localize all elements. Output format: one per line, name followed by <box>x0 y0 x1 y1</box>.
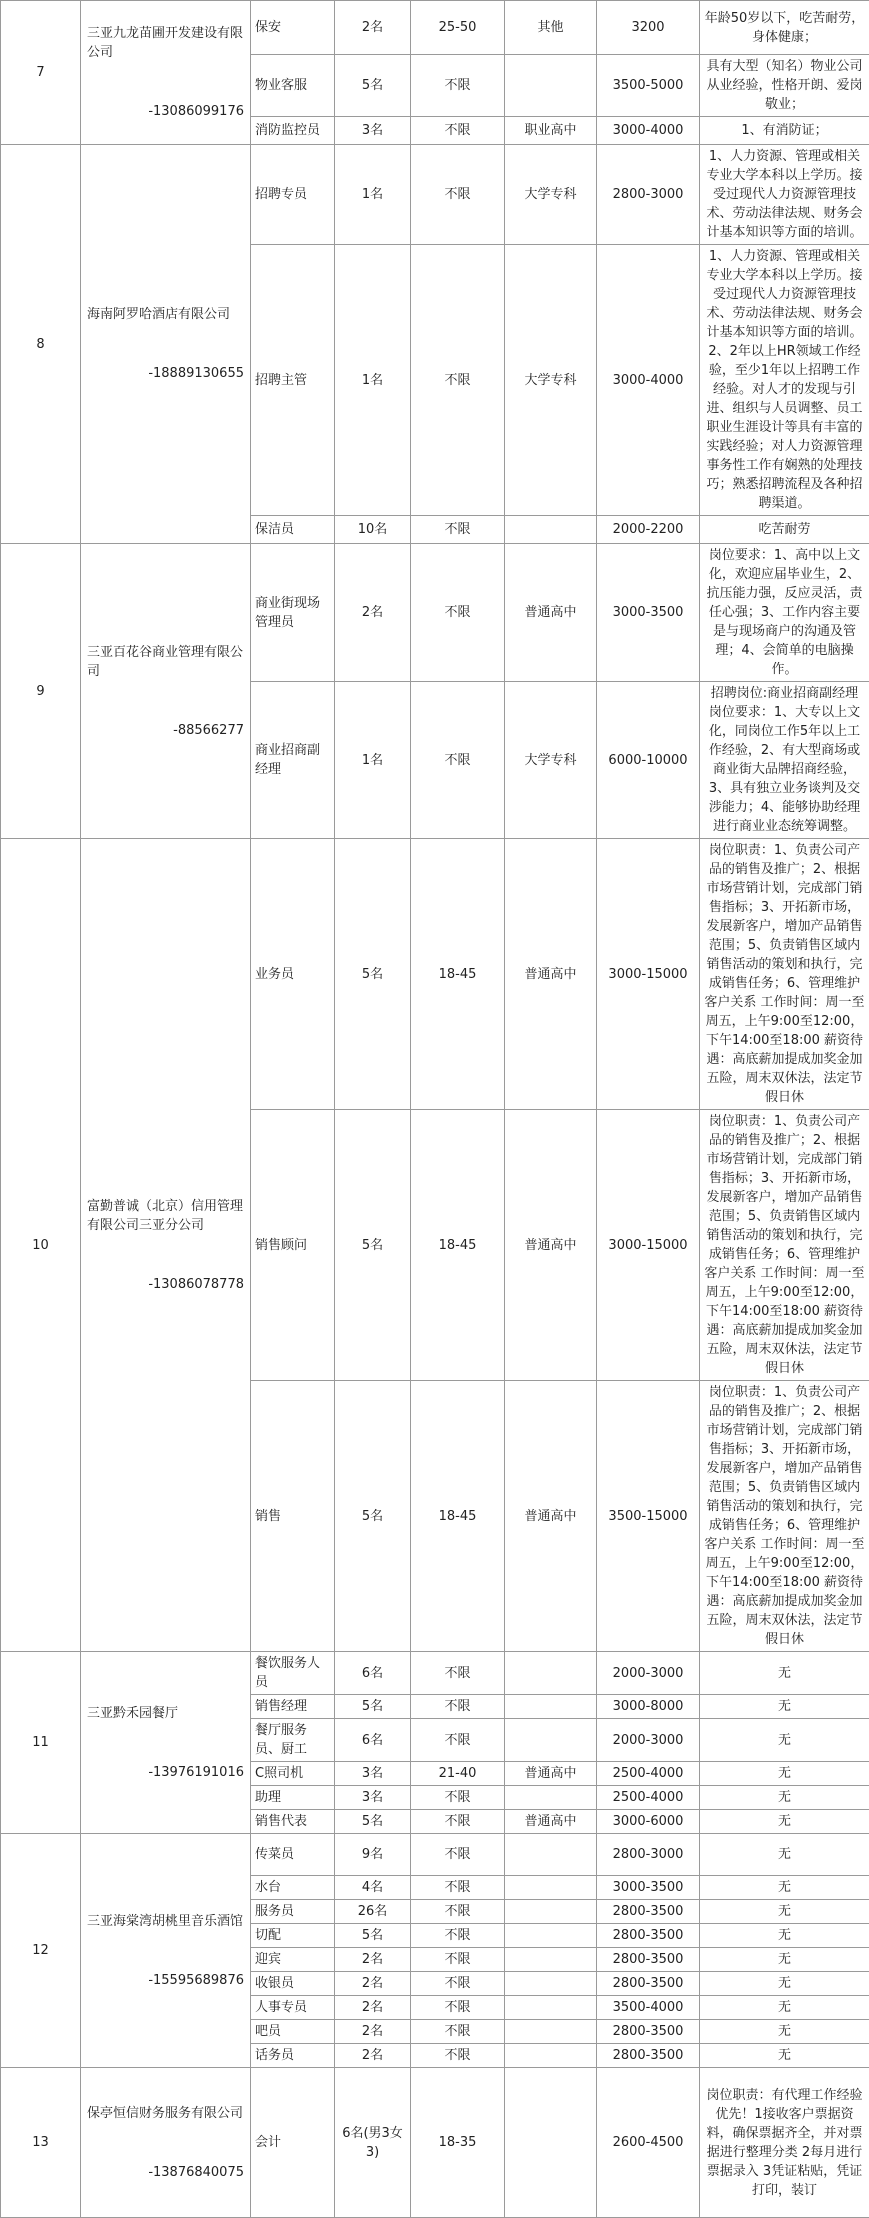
salary: 3200 <box>597 1 700 55</box>
salary: 3500-5000 <box>597 55 700 117</box>
group-number: 11 <box>1 1652 81 1834</box>
education: 普通高中 <box>505 544 597 682</box>
salary: 2800-3000 <box>597 145 700 245</box>
salary: 3000-15000 <box>597 839 700 1110</box>
position-title: 招聘专员 <box>251 145 335 245</box>
headcount: 3名 <box>335 117 411 145</box>
salary: 2000-2200 <box>597 516 700 544</box>
education: 其他 <box>505 1 597 55</box>
salary: 3000-8000 <box>597 1695 700 1719</box>
age-range: 不限 <box>411 245 505 516</box>
position-title: 切配 <box>251 1924 335 1948</box>
salary: 3000-3500 <box>597 544 700 682</box>
position-title: 商业街现场管理员 <box>251 544 335 682</box>
requirements: 具有大型（知名）物业公司从业经验，性格开朗、爱岗敬业； <box>700 55 869 117</box>
requirements: 1、有消防证； <box>700 117 869 145</box>
salary: 2800-3000 <box>597 1834 700 1876</box>
requirements: 无 <box>700 1972 869 1996</box>
age-range: 不限 <box>411 1834 505 1876</box>
requirements: 1、人力资源、管理或相关专业大学本科以上学历。接受过现代人力资源管理技术、劳动法律法规、财务会计基本知识等方面的培训。 <box>700 145 869 245</box>
company-phone: -18889130655 <box>87 364 244 383</box>
age-range: 不限 <box>411 55 505 117</box>
education <box>505 1948 597 1972</box>
headcount: 5名 <box>335 1924 411 1948</box>
table-row <box>1 839 869 1110</box>
headcount: 10名 <box>335 516 411 544</box>
requirements: 招聘岗位:商业招商副经理 岗位要求：1、大专以上文化，同岗位工作5年以上工作经验，2、有大型商场或商业街大品牌招商经验，3、具有独立业务谈判及交涉能力；4、能够协助经理进行商业业态统筹调整。 <box>700 682 869 839</box>
salary: 2000-3000 <box>597 1652 700 1695</box>
position-title: 水台 <box>251 1876 335 1900</box>
education <box>505 1719 597 1762</box>
position-title: 人事专员 <box>251 1996 335 2020</box>
age-range: 18-45 <box>411 1381 505 1652</box>
requirements: 1、人力资源、管理或相关专业大学本科以上学历。接受过现代人力资源管理技术、劳动法律法规、财务会计基本知识等方面的培训。2、2年以上HR领域工作经验，至少1年以上招聘工作经验。对人才的发现与引进、组织与人员调整、员工职业生涯设计等具有丰富的实践经验；对人力资源管理事务性工作有娴熟的处理技巧；熟悉招聘流程及各种招聘渠道。 <box>700 245 869 516</box>
education <box>505 1900 597 1924</box>
position-title: 餐饮服务人员 <box>251 1652 335 1695</box>
age-range: 不限 <box>411 2020 505 2044</box>
position-title: 销售代表 <box>251 1810 335 1834</box>
position-title: 服务员 <box>251 1900 335 1924</box>
requirements: 无 <box>700 1652 869 1695</box>
headcount: 6名 <box>335 1719 411 1762</box>
position-title: 销售顾问 <box>251 1110 335 1381</box>
group-number: 12 <box>1 1834 81 2068</box>
salary: 2800-3500 <box>597 2044 700 2068</box>
requirements: 岗位要求：1、高中以上文化，欢迎应届毕业生，2、抗压能力强，反应灵活，责任心强；3、工作内容主要是与现场商户的沟通及管理；4、会简单的电脑操作。 <box>700 544 869 682</box>
company-phone: -13086099176 <box>87 102 244 121</box>
group-number: 7 <box>1 1 81 145</box>
position-title: 招聘主管 <box>251 245 335 516</box>
age-range: 不限 <box>411 516 505 544</box>
requirements: 无 <box>700 1876 869 1900</box>
education <box>505 1652 597 1695</box>
headcount: 3名 <box>335 1762 411 1786</box>
requirements: 无 <box>700 1695 869 1719</box>
group-number: 13 <box>1 2068 81 2218</box>
requirements: 年龄50岁以下，吃苦耐劳，身体健康； <box>700 1 869 55</box>
education <box>505 1924 597 1948</box>
requirements: 吃苦耐劳 <box>700 516 869 544</box>
position-title: C照司机 <box>251 1762 335 1786</box>
education <box>505 55 597 117</box>
salary: 3500-15000 <box>597 1381 700 1652</box>
headcount: 6名 <box>335 1652 411 1695</box>
salary: 2800-3500 <box>597 1948 700 1972</box>
age-range: 不限 <box>411 1924 505 1948</box>
position-title: 传菜员 <box>251 1834 335 1876</box>
age-range: 21-40 <box>411 1762 505 1786</box>
education: 普通高中 <box>505 1762 597 1786</box>
headcount: 5名 <box>335 1110 411 1381</box>
company-phone: -13876840075 <box>87 2163 244 2182</box>
company-name: 三亚海棠湾胡桃里音乐酒馆 <box>87 1912 244 1931</box>
age-range: 不限 <box>411 1695 505 1719</box>
salary: 6000-10000 <box>597 682 700 839</box>
requirements: 岗位职责：1、负责公司产品的销售及推广；2、根据市场营销计划，完成部门销售指标；3、开拓新市场，发展新客户，增加产品销售范围；5、负责销售区域内销售活动的策划和执行，完成销售任务；6、管理维护客户关系 工作时间：周一至周五，上午9:00至12:00，下午14:00至18:00 薪资待遇：高底薪加提成加奖金加五险，周末双休法，法定节假日休 <box>700 839 869 1110</box>
salary: 2000-3000 <box>597 1719 700 1762</box>
salary: 2800-3500 <box>597 1924 700 1948</box>
age-range: 不限 <box>411 117 505 145</box>
salary: 2800-3500 <box>597 1900 700 1924</box>
company-cell <box>81 1834 251 2068</box>
company-cell <box>81 544 251 839</box>
requirements: 无 <box>700 2044 869 2068</box>
salary: 2800-3500 <box>597 2020 700 2044</box>
education: 普通高中 <box>505 1810 597 1834</box>
headcount: 3名 <box>335 1786 411 1810</box>
education <box>505 1695 597 1719</box>
salary: 3000-6000 <box>597 1810 700 1834</box>
company-name: 海南阿罗哈酒店有限公司 <box>87 305 244 324</box>
group-number: 9 <box>1 544 81 839</box>
headcount: 5名 <box>335 839 411 1110</box>
company-phone: -13086078778 <box>87 1275 244 1294</box>
education: 普通高中 <box>505 839 597 1110</box>
education <box>505 1996 597 2020</box>
position-title: 商业招商副经理 <box>251 682 335 839</box>
headcount: 2名 <box>335 1972 411 1996</box>
position-title: 助理 <box>251 1786 335 1810</box>
position-title: 会计 <box>251 2068 335 2218</box>
salary: 3000-15000 <box>597 1110 700 1381</box>
salary: 2500-4000 <box>597 1786 700 1810</box>
headcount: 9名 <box>335 1834 411 1876</box>
position-title: 餐厅服务员、厨工 <box>251 1719 335 1762</box>
requirements: 无 <box>700 1762 869 1786</box>
position-title: 业务员 <box>251 839 335 1110</box>
requirements: 无 <box>700 1924 869 1948</box>
table-row <box>1 2068 869 2218</box>
company-phone: -15595689876 <box>87 1971 244 1990</box>
headcount: 5名 <box>335 1381 411 1652</box>
salary: 2800-3500 <box>597 1972 700 1996</box>
table-row <box>1 1834 869 1876</box>
company-phone: -13976191016 <box>87 1763 244 1782</box>
company-name: 三亚九龙苗圃开发建设有限公司 <box>87 24 244 62</box>
requirements: 岗位职责：1、负责公司产品的销售及推广；2、根据市场营销计划，完成部门销售指标；3、开拓新市场，发展新客户，增加产品销售范围；5、负责销售区域内销售活动的策划和执行，完成销售任务；6、管理维护客户关系 工作时间：周一至周五，上午9:00至12:00，下午14:00至18:00 薪资待遇：高底薪加提成加奖金加五险，周末双休法，法定节假日休 <box>700 1110 869 1381</box>
age-range: 不限 <box>411 1652 505 1695</box>
salary: 3000-4000 <box>597 117 700 145</box>
headcount: 2名 <box>335 1948 411 1972</box>
requirements: 无 <box>700 2020 869 2044</box>
requirements: 无 <box>700 1834 869 1876</box>
table-row <box>1 1652 869 1695</box>
salary: 2500-4000 <box>597 1762 700 1786</box>
position-title: 迎宾 <box>251 1948 335 1972</box>
headcount: 5名 <box>335 1810 411 1834</box>
age-range: 不限 <box>411 1786 505 1810</box>
headcount: 4名 <box>335 1876 411 1900</box>
headcount: 2名 <box>335 2044 411 2068</box>
position-title: 物业客服 <box>251 55 335 117</box>
company-name: 富勤普诚（北京）信用管理有限公司三亚分公司 <box>87 1197 244 1235</box>
age-range: 不限 <box>411 682 505 839</box>
education <box>505 2068 597 2218</box>
company-phone: -88566277 <box>87 721 244 740</box>
age-range: 不限 <box>411 1719 505 1762</box>
headcount: 1名 <box>335 682 411 839</box>
education <box>505 1972 597 1996</box>
education: 职业高中 <box>505 117 597 145</box>
position-title: 保安 <box>251 1 335 55</box>
education <box>505 516 597 544</box>
headcount: 1名 <box>335 145 411 245</box>
company-cell <box>81 1 251 145</box>
group-number: 10 <box>1 839 81 1652</box>
salary: 3500-4000 <box>597 1996 700 2020</box>
education: 大学专科 <box>505 245 597 516</box>
company-name: 保亭恒信财务服务有限公司 <box>87 2104 244 2123</box>
group-number: 8 <box>1 145 81 544</box>
company-cell <box>81 1652 251 1834</box>
age-range: 不限 <box>411 1876 505 1900</box>
requirements: 无 <box>700 1786 869 1810</box>
position-title: 保洁员 <box>251 516 335 544</box>
table-row <box>1 544 869 682</box>
age-range: 18-35 <box>411 2068 505 2218</box>
requirements: 无 <box>700 1996 869 2020</box>
requirements: 无 <box>700 1900 869 1924</box>
headcount: 2名 <box>335 544 411 682</box>
company-name: 三亚百花谷商业管理有限公司 <box>87 643 244 681</box>
education <box>505 1876 597 1900</box>
age-range: 25-50 <box>411 1 505 55</box>
education: 大学专科 <box>505 145 597 245</box>
table-row <box>1 145 869 245</box>
age-range: 不限 <box>411 1972 505 1996</box>
education <box>505 1834 597 1876</box>
requirements: 无 <box>700 1948 869 1972</box>
education <box>505 1786 597 1810</box>
position-title: 消防监控员 <box>251 117 335 145</box>
company-cell <box>81 839 251 1652</box>
headcount: 2名 <box>335 1 411 55</box>
age-range: 不限 <box>411 2044 505 2068</box>
age-range: 18-45 <box>411 1110 505 1381</box>
headcount: 5名 <box>335 55 411 117</box>
education: 普通高中 <box>505 1110 597 1381</box>
position-title: 话务员 <box>251 2044 335 2068</box>
education <box>505 2020 597 2044</box>
requirements: 岗位职责：有代理工作经验优先！1接收客户票据资料，确保票据齐全，并对票据进行整理分类 2每月进行票据录入 3凭证粘贴，凭证打印，装订 <box>700 2068 869 2218</box>
company-cell <box>81 145 251 544</box>
education: 大学专科 <box>505 682 597 839</box>
position-title: 销售 <box>251 1381 335 1652</box>
headcount: 6名(男3女3) <box>335 2068 411 2218</box>
age-range: 不限 <box>411 1948 505 1972</box>
salary: 2600-4500 <box>597 2068 700 2218</box>
company-name: 三亚黔禾园餐厅 <box>87 1704 244 1723</box>
company-cell <box>81 2068 251 2218</box>
age-range: 不限 <box>411 1900 505 1924</box>
requirements: 岗位职责：1、负责公司产品的销售及推广；2、根据市场营销计划，完成部门销售指标；3、开拓新市场，发展新客户，增加产品销售范围；5、负责销售区域内销售活动的策划和执行，完成销售任务；6、管理维护客户关系 工作时间：周一至周五，上午9:00至12:00，下午14:00至18:00 薪资待遇：高底薪加提成加奖金加五险，周末双休法，法定节假日休 <box>700 1381 869 1652</box>
headcount: 2名 <box>335 1996 411 2020</box>
headcount: 5名 <box>335 1695 411 1719</box>
age-range: 不限 <box>411 145 505 245</box>
position-title: 吧员 <box>251 2020 335 2044</box>
requirements: 无 <box>700 1719 869 1762</box>
age-range: 不限 <box>411 1810 505 1834</box>
age-range: 18-45 <box>411 839 505 1110</box>
salary: 3000-4000 <box>597 245 700 516</box>
education: 普通高中 <box>505 1381 597 1652</box>
education <box>505 2044 597 2068</box>
position-title: 销售经理 <box>251 1695 335 1719</box>
table-row <box>1 1 869 55</box>
headcount: 1名 <box>335 245 411 516</box>
position-title: 收银员 <box>251 1972 335 1996</box>
salary: 3000-3500 <box>597 1876 700 1900</box>
requirements: 无 <box>700 1810 869 1834</box>
age-range: 不限 <box>411 544 505 682</box>
age-range: 不限 <box>411 1996 505 2020</box>
headcount: 26名 <box>335 1900 411 1924</box>
headcount: 2名 <box>335 2020 411 2044</box>
